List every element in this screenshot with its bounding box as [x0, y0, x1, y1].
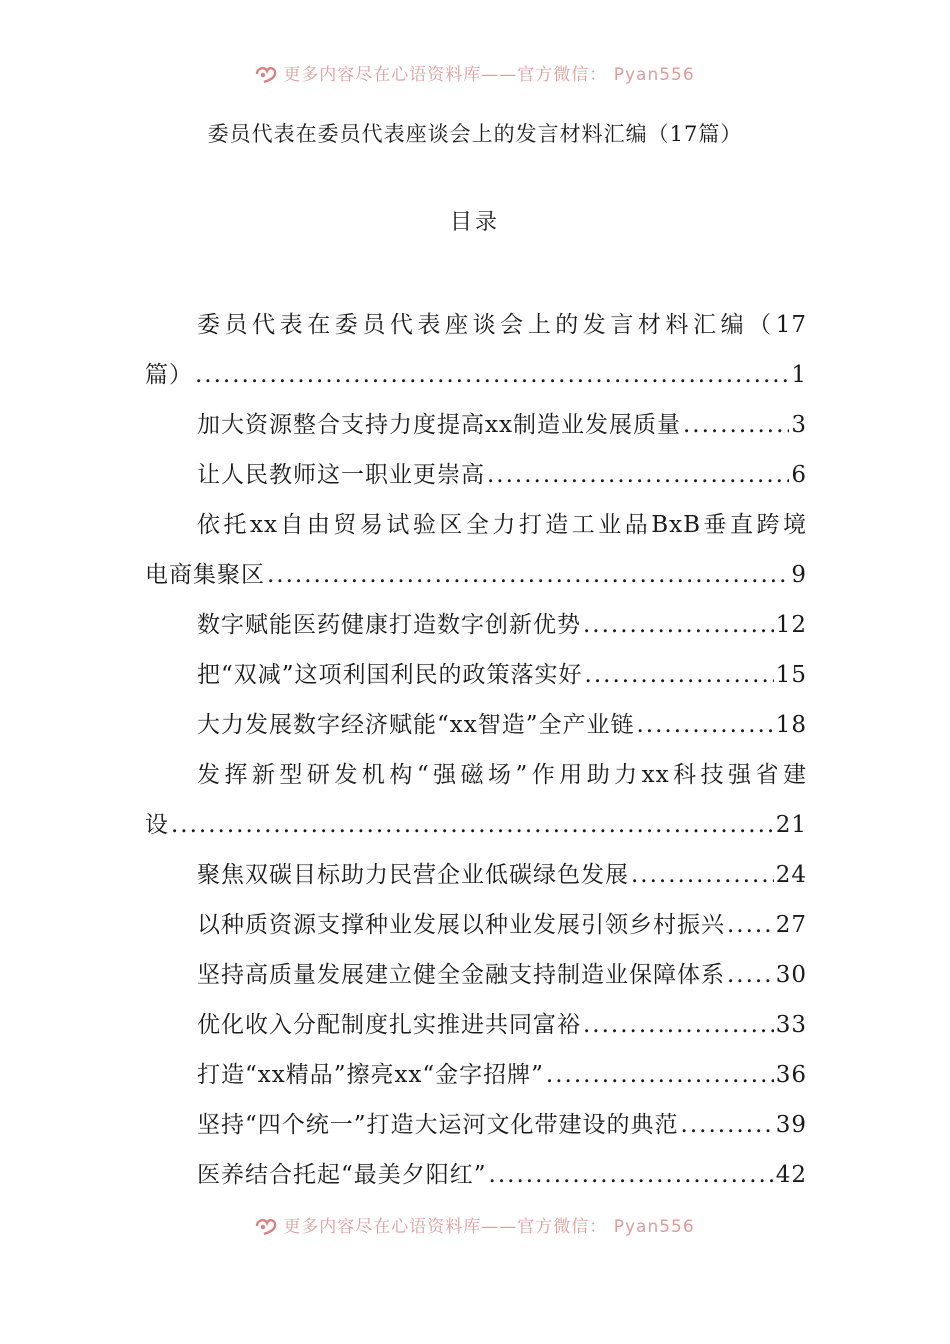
toc-page-number: 18 — [775, 712, 807, 738]
toc-page-number: 1 — [791, 362, 807, 388]
dot-leader — [727, 950, 774, 1000]
dot-leader — [583, 1000, 774, 1050]
toc-entry-title: 委员代表在委员代表座谈会上的发言材料汇编（17 — [197, 312, 807, 338]
toc-entry[interactable] — [145, 1150, 807, 1200]
toc-entry-title: 加大资源整合支持力度提高xx制造业发展质量 — [197, 412, 681, 438]
dot-leader — [681, 1100, 774, 1150]
toc-heading: 目录 — [449, 210, 500, 235]
dot-leader — [487, 450, 789, 500]
toc-entry-title: 依托xx自由贸易试验区全力打造工业品BxB垂直跨境 — [197, 512, 807, 538]
toc-entry[interactable] — [145, 1050, 807, 1100]
toc-line — [145, 450, 807, 500]
toc-entry[interactable] — [145, 300, 807, 400]
watermark-text: 更多内容尽在心语资料库——官方微信： Pyan556 — [283, 1217, 695, 1237]
dot-leader — [631, 850, 774, 900]
toc-entry[interactable] — [145, 650, 807, 700]
toc-page-number: 12 — [775, 612, 807, 638]
watermark-header — [0, 60, 950, 85]
toc-page-number: 9 — [791, 562, 807, 588]
toc-page-number: 15 — [775, 662, 807, 688]
toc-line — [145, 950, 807, 1000]
toc-line — [145, 700, 807, 750]
toc-entry[interactable] — [145, 450, 807, 500]
toc-page-number: 30 — [775, 962, 807, 988]
toc-page-number: 42 — [775, 1162, 807, 1188]
toc-entry-title: 发挥新型研发机构“强磁场”作用助力xx科技强省建 — [197, 762, 807, 788]
toc-page-number: 6 — [791, 462, 807, 488]
toc-entry-title: 把“双减”这项利国利民的政策落实好 — [197, 662, 583, 688]
toc-page-number: 39 — [775, 1112, 807, 1138]
toc-line — [145, 400, 807, 450]
toc-line — [145, 1150, 807, 1200]
toc-line — [145, 900, 807, 950]
dot-leader — [683, 400, 789, 450]
toc-entry-title: 医养结合托起“最美夕阳红” — [197, 1162, 487, 1188]
dot-leader — [583, 600, 774, 650]
toc-page-number: 3 — [791, 412, 807, 438]
toc-entry[interactable] — [145, 850, 807, 900]
document-title: 委员代表在委员代表座谈会上的发言材料汇编（17篇） — [207, 122, 743, 146]
toc-entry-title: 大力发展数字经济赋能“xx智造”全产业链 — [197, 712, 635, 738]
toc-line — [145, 1050, 807, 1100]
toc-line — [145, 500, 807, 550]
toc-entry[interactable] — [145, 950, 807, 1000]
toc-page-number: 21 — [775, 812, 807, 838]
dot-leader — [546, 1050, 774, 1100]
toc-entry[interactable] — [145, 1000, 807, 1050]
toc-page-number: 24 — [775, 862, 807, 888]
dot-leader — [195, 350, 789, 400]
toc-entry[interactable] — [145, 500, 807, 600]
brand-logo-icon — [255, 65, 277, 83]
toc-entry-title: 电商集聚区 — [145, 562, 265, 588]
dot-leader — [171, 800, 774, 850]
toc-line — [145, 800, 807, 850]
toc-line — [145, 750, 807, 800]
toc-line — [145, 850, 807, 900]
toc-line — [145, 600, 807, 650]
toc-entry[interactable] — [145, 1100, 807, 1150]
watermark-footer — [0, 1212, 950, 1237]
dot-leader — [489, 1150, 774, 1200]
toc-entry-title: 数字赋能医药健康打造数字创新优势 — [197, 612, 581, 638]
toc-line — [145, 300, 807, 350]
toc-entry-title: 让人民教师这一职业更崇高 — [197, 462, 485, 488]
toc-line — [145, 1100, 807, 1150]
toc-entry-title: 篇） — [145, 362, 193, 388]
toc-entry[interactable] — [145, 600, 807, 650]
brand-logo-icon — [255, 1217, 277, 1235]
dot-leader — [636, 700, 773, 750]
toc-page-number: 27 — [775, 912, 807, 938]
toc-line — [145, 650, 807, 700]
toc-entry-title: 优化收入分配制度扎实推进共同富裕 — [197, 1012, 581, 1038]
watermark-text: 更多内容尽在心语资料库——官方微信： Pyan556 — [283, 65, 695, 85]
toc-entry-title: 打造“xx精品”擦亮xx“金字招牌” — [197, 1062, 544, 1088]
toc-entry[interactable] — [145, 900, 807, 950]
toc-line — [145, 350, 807, 400]
toc-entry-title: 以种质资源支撑种业发展以种业发展引领乡村振兴 — [197, 912, 725, 938]
toc-entry-title: 坚持高质量发展建立健全金融支持制造业保障体系 — [197, 962, 725, 988]
dot-leader — [267, 550, 789, 600]
toc-line — [145, 1000, 807, 1050]
toc-entry[interactable] — [145, 700, 807, 750]
table-of-contents — [145, 300, 807, 1200]
dot-leader — [585, 650, 774, 700]
toc-entry[interactable] — [145, 750, 807, 850]
toc-entry[interactable] — [145, 400, 807, 450]
toc-entry-title: 聚焦双碳目标助力民营企业低碳绿色发展 — [197, 862, 629, 888]
toc-page-number: 36 — [775, 1062, 807, 1088]
toc-line — [145, 550, 807, 600]
toc-page-number: 33 — [775, 1012, 807, 1038]
dot-leader — [727, 900, 774, 950]
toc-entry-title: 坚持“四个统一”打造大运河文化带建设的典范 — [197, 1112, 679, 1138]
toc-entry-title: 设 — [145, 812, 169, 838]
